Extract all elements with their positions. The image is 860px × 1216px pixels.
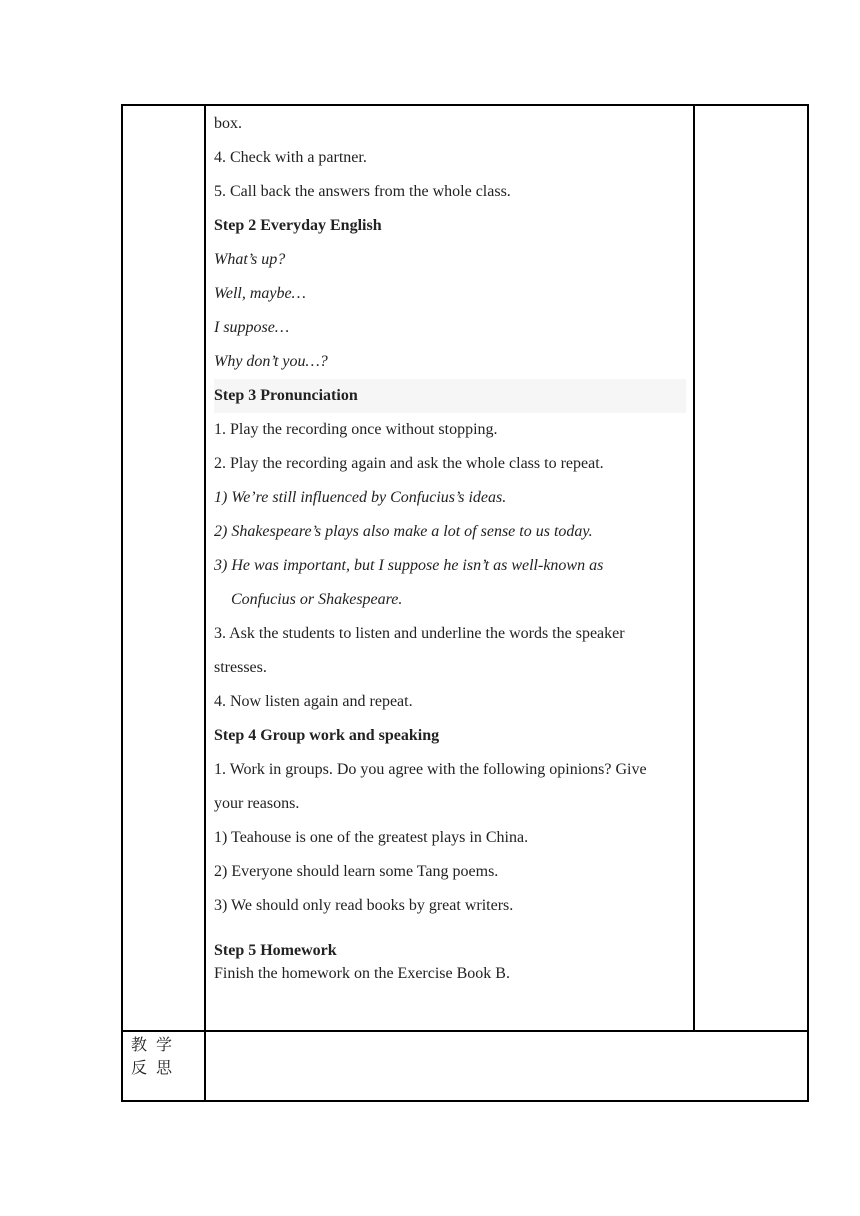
homework-heading: Step 5 Homework [214,942,337,959]
lesson-line: 1. Work in groups. Do you agree with the following opinions? Give [214,761,647,778]
lesson-line: 2) Everyone should learn some Tang poems. [214,863,499,880]
lesson-line: 3. Ask the students to listen and underline the words the speaker [214,625,625,642]
lesson-line: 4. Check with a partner. [214,149,367,166]
lesson-line: box. [214,115,242,132]
lesson-content [214,107,690,923]
step-heading: Step 2 Everyday English [214,217,382,234]
lesson-line: 3) We should only read books by great writers. [214,897,514,914]
phrase-line: I suppose… [214,319,290,336]
reflection-label: 教学反思 [131,1035,182,1077]
column-divider-left [204,104,206,1102]
example-sentence: 3) He was important, but I suppose he isn’t as well-known as [214,557,604,574]
lesson-line: your reasons. [214,795,300,812]
homework-text: Finish the homework on the Exercise Book B. [214,965,510,982]
lesson-line: 1. Play the recording once without stopping. [214,421,498,438]
phrase-line: Well, maybe… [214,285,306,302]
example-sentence: 2) Shakespeare’s plays also make a lot of sense to us today. [214,523,593,540]
example-sentence: Confucius or Shakespeare. [231,591,403,608]
step-heading: Step 4 Group work and speaking [214,727,440,744]
column-divider-right [693,104,695,1032]
lesson-line: 5. Call back the answers from the whole class. [214,183,511,200]
lesson-line: stresses. [214,659,267,676]
step-heading: Step 3 Pronunciation [214,379,686,413]
example-sentence: 1) We’re still influenced by Confucius’s ideas. [214,489,507,506]
lesson-line: 2. Play the recording again and ask the whole class to repeat. [214,455,604,472]
lesson-line: 1) Teahouse is one of the greatest plays in China. [214,829,529,846]
phrase-line: What’s up? [214,251,286,268]
row-divider [121,1030,809,1032]
lesson-line: 4. Now listen again and repeat. [214,693,413,710]
phrase-line: Why don’t you…? [214,353,328,370]
